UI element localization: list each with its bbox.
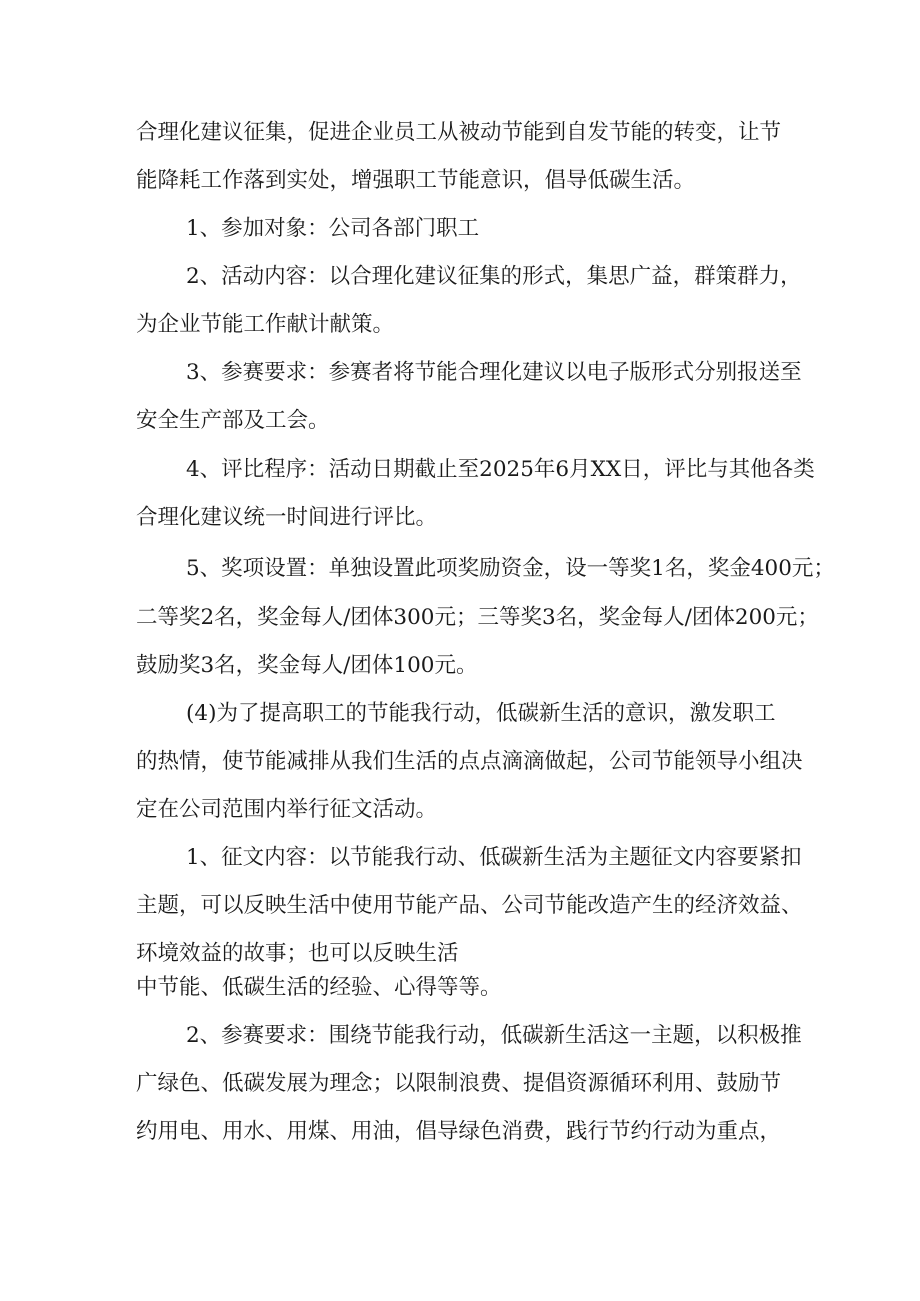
text-line: 中节能、低碳生活的经验、心得等等。 xyxy=(136,975,502,1000)
text-line: 约用电、用水、用煤、用油，倡导绿色消费，践行节约行动为重点， xyxy=(136,1119,782,1144)
text-line: 鼓励奖3名，奖金每人/团体100元。 xyxy=(136,653,478,678)
text-line: 主题，可以反映生活中使用节能产品、公司节能改造产生的经济效益、 xyxy=(136,893,803,918)
text-line: (4)为了提高职工的节能我行动，低碳新生活的意识，激发职工 xyxy=(186,701,776,726)
text-line: 为企业节能工作献计献策。 xyxy=(136,312,395,337)
text-line: 5、奖项设置：单独设置此项奖励资金，设一等奖1名，奖金400元； xyxy=(186,556,835,581)
text-line: 安全生产部及工会。 xyxy=(136,408,330,433)
text-line: 3、参赛要求：参赛者将节能合理化建议以电子版形式分别报送至 xyxy=(186,360,802,385)
text-line: 合理化建议统一时间进行评比。 xyxy=(136,505,438,530)
text-line: 1、参加对象：公司各部门职工 xyxy=(186,216,480,241)
text-line: 能降耗工作落到实处，增强职工节能意识，倡导低碳生活。 xyxy=(136,168,696,193)
text-line: 广绿色、低碳发展为理念；以限制浪费、提倡资源循环利用、鼓励节 xyxy=(136,1071,782,1096)
text-line: 的热情，使节能减排从我们生活的点点滴滴做起，公司节能领导小组决 xyxy=(136,749,803,774)
text-line: 合理化建议征集，促进企业员工从被动节能到自发节能的转变，让节 xyxy=(136,120,782,145)
text-line: 定在公司范围内举行征文活动。 xyxy=(136,797,438,822)
text-line: 1、征文内容：以节能我行动、低碳新生活为主题征文内容要紧扣 xyxy=(186,845,802,870)
text-line: 2、活动内容：以合理化建议征集的形式，集思广益，群策群力， xyxy=(186,264,802,289)
text-line: 4、评比程序：活动日期截止至2025年6月XX日，评比与其他各类 xyxy=(186,457,815,482)
text-line: 环境效益的故事；也可以反映生活 xyxy=(136,941,459,966)
text-line: 二等奖2名，奖金每人/团体300元；三等奖3名，奖金每人/团体200元； xyxy=(136,605,819,630)
text-line: 2、参赛要求：围绕节能我行动，低碳新生活这一主题，以积极推 xyxy=(186,1023,802,1048)
